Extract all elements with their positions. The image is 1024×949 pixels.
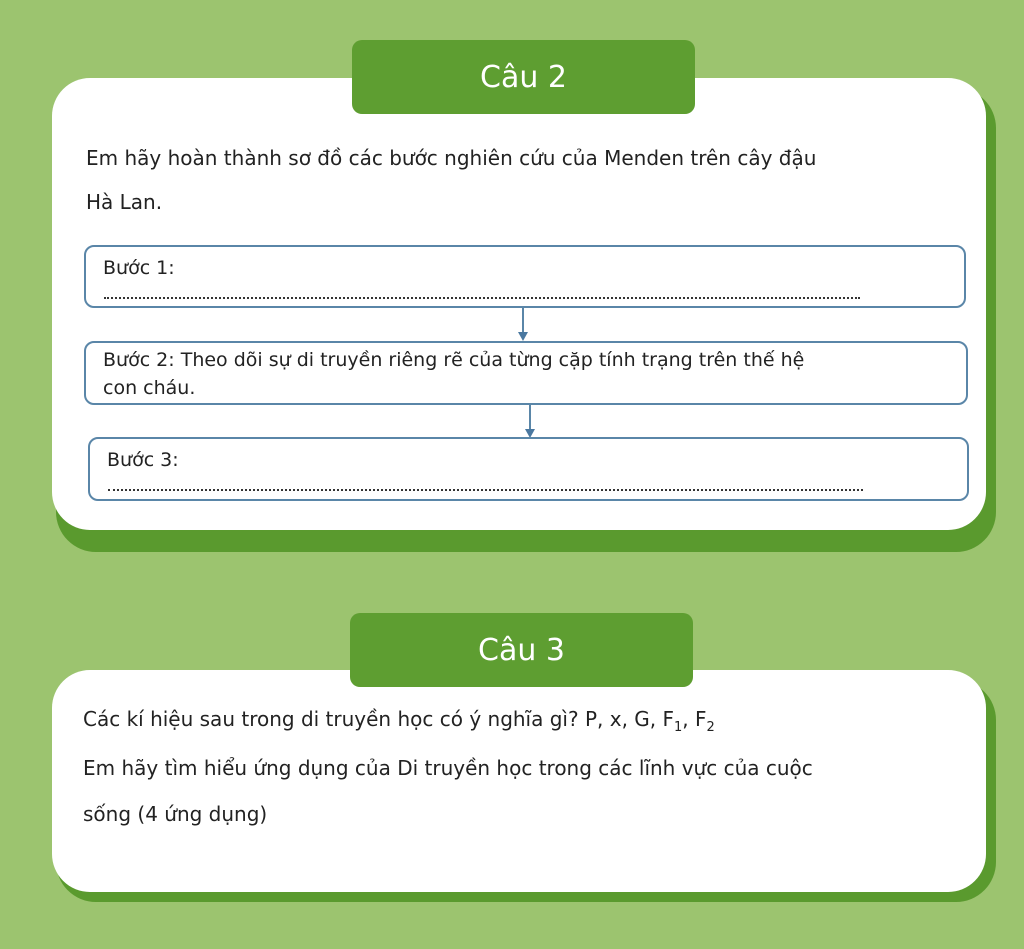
question2-title: Câu 2 bbox=[352, 40, 695, 114]
step-3-box bbox=[88, 437, 969, 501]
question3-line2: Em hãy tìm hiểu ứng dụng của Di truyền học trong các lĩnh vực của cuộc bbox=[83, 756, 813, 780]
step-3-answer-line[interactable] bbox=[108, 489, 863, 491]
arrow-down-icon bbox=[522, 405, 538, 439]
step-2-line2: con cháu. bbox=[103, 377, 196, 399]
question3-title: Câu 3 bbox=[350, 613, 693, 687]
step-1-box bbox=[84, 245, 966, 308]
step-3-label: Bước 3: bbox=[107, 449, 179, 471]
step-1-label: Bước 1: bbox=[103, 257, 175, 279]
arrow-down-icon bbox=[515, 308, 531, 342]
step-1-answer-line[interactable] bbox=[104, 297, 860, 299]
step-2-line1: Bước 2: Theo dõi sự di truyền riêng rẽ của từng cặp tính trạng trên thế hệ bbox=[103, 349, 805, 371]
question3-line1-text: Các kí hiệu sau trong di truyền học có ý nghĩa gì? P, x, G, F bbox=[83, 707, 674, 731]
step-2-box bbox=[84, 341, 968, 405]
question3-separator: , F bbox=[682, 707, 707, 731]
question2-prompt-line1: Em hãy hoàn thành sơ đồ các bước nghiên cứu của Menden trên cây đậu bbox=[86, 146, 817, 170]
subscript-2: 2 bbox=[706, 720, 715, 735]
question2-prompt-line2: Hà Lan. bbox=[86, 190, 163, 214]
subscript-1: 1 bbox=[674, 720, 683, 735]
question3-line3: sống (4 ứng dụng) bbox=[83, 802, 268, 826]
question3-line1 bbox=[83, 699, 715, 748]
